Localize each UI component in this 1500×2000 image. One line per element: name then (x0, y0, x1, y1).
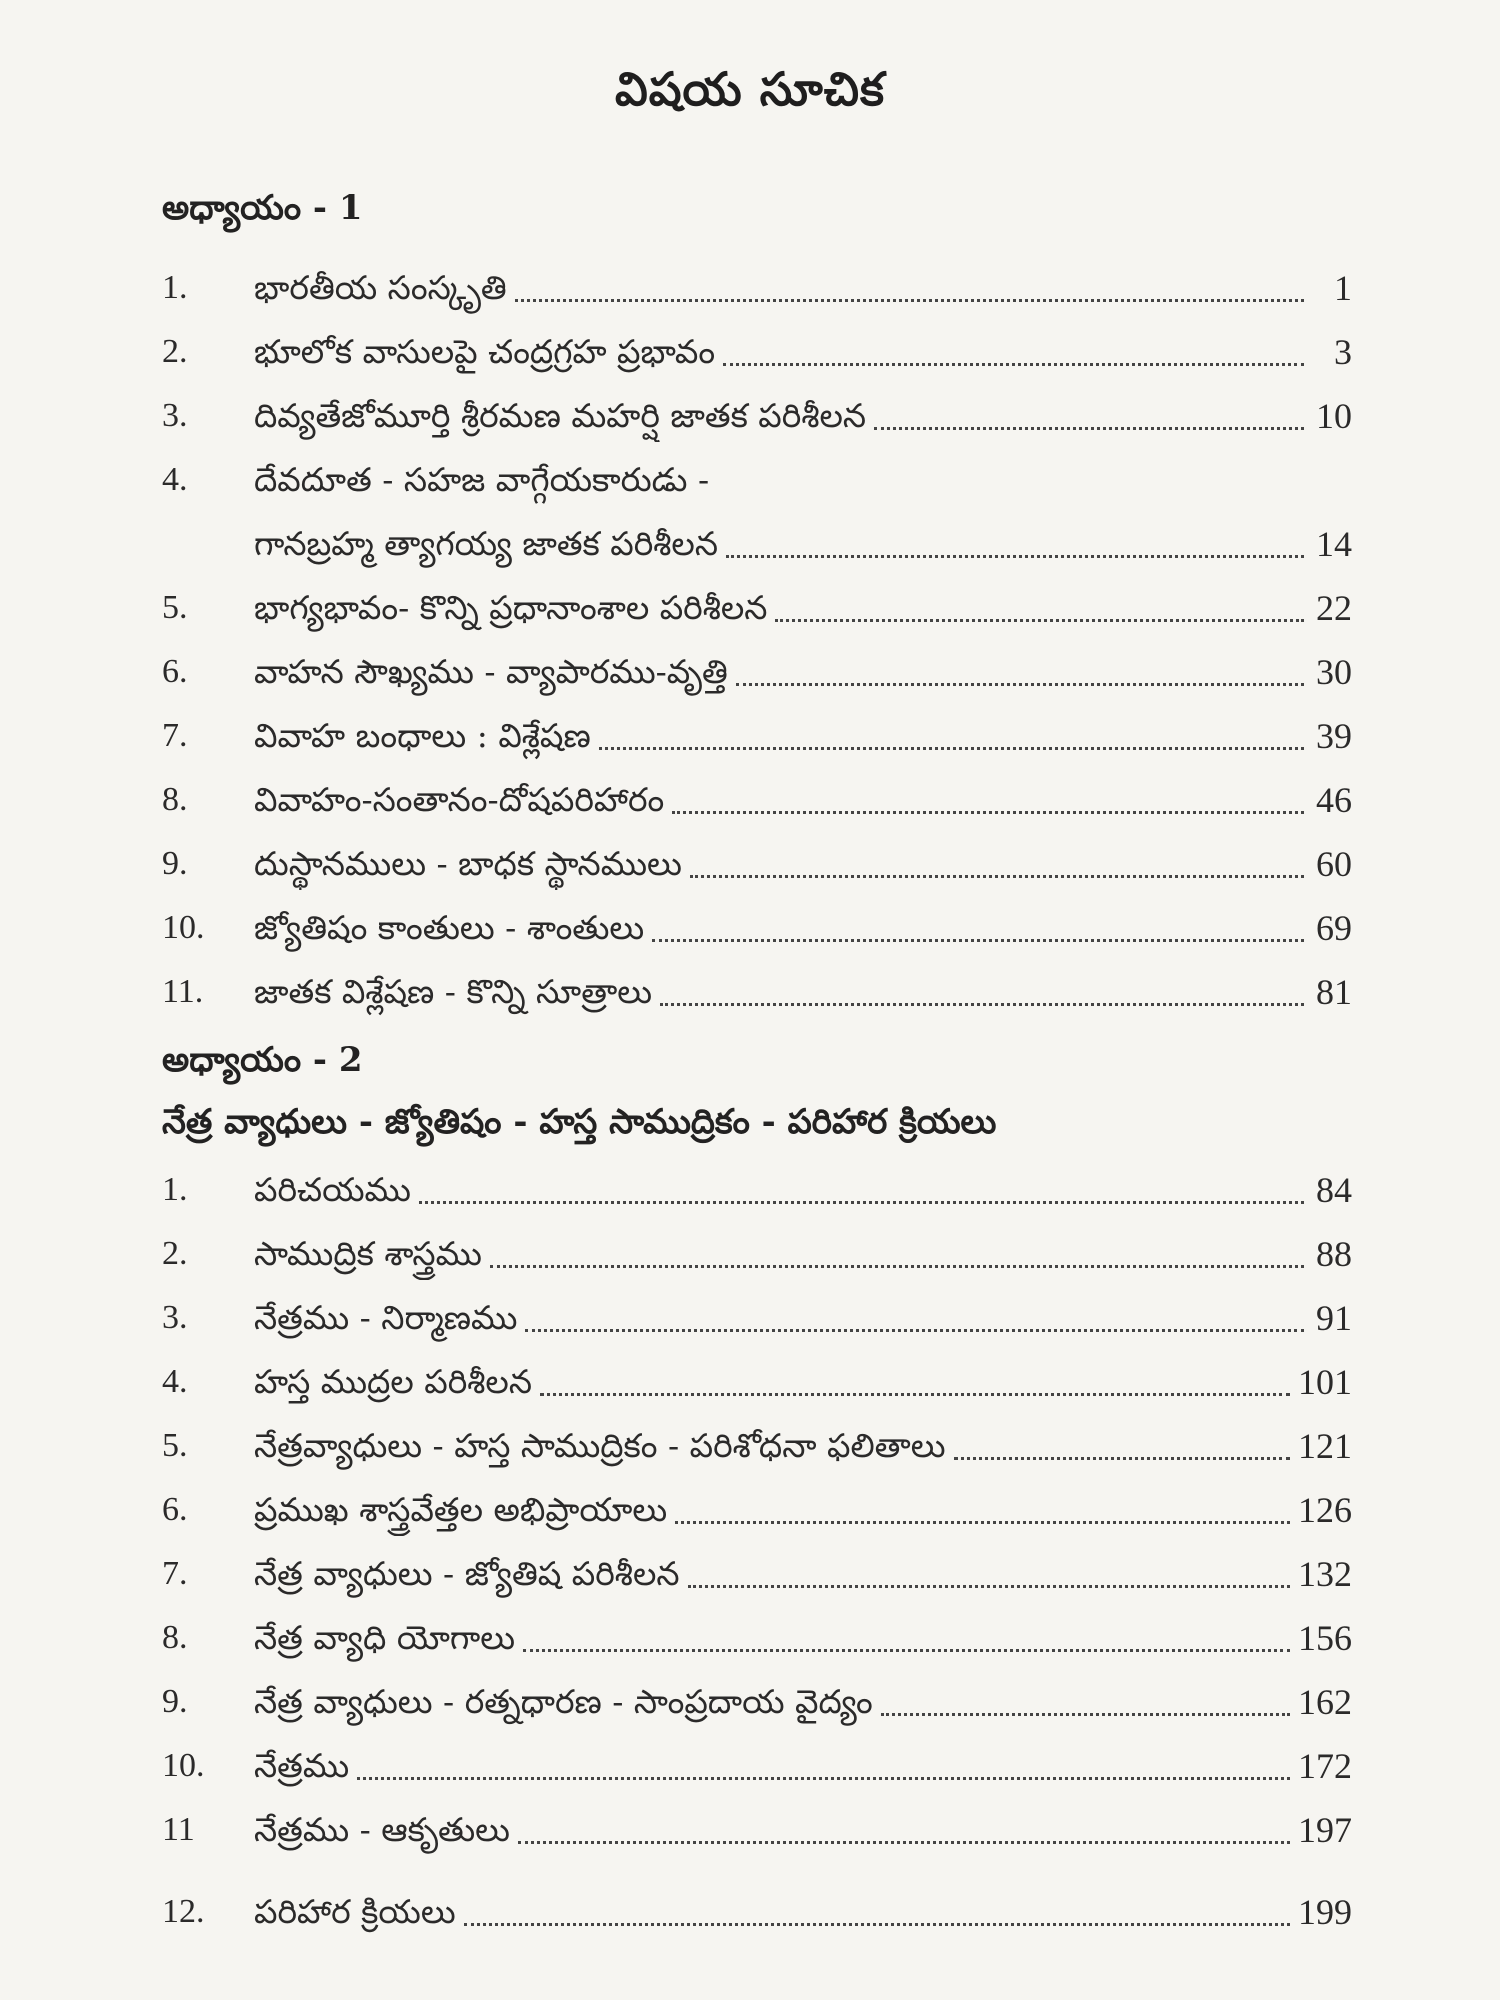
toc-entry (162, 1228, 1352, 1280)
entry-title: దుస్థానములు - బాధక స్థానములు (254, 844, 682, 883)
entry-title: జ్యోతిషం కాంతులు - శాంతులు (254, 908, 645, 947)
entry-title: పరిచయము (254, 1170, 411, 1209)
dot-leader (660, 1002, 1304, 1006)
entry-page-number: 156 (1298, 1618, 1352, 1658)
toc-entry (162, 1886, 1352, 1938)
entry-number: 11. (162, 973, 204, 1010)
entry-page-number: 101 (1298, 1362, 1352, 1402)
entry-page-number: 81 (1316, 972, 1352, 1012)
entry-number: 3. (162, 397, 188, 434)
entry-page-number: 46 (1316, 780, 1352, 820)
dot-leader (690, 874, 1304, 878)
toc-entry (162, 1356, 1352, 1408)
entry-page-number: 88 (1316, 1234, 1352, 1274)
entry-number: 1. (162, 269, 188, 306)
entry-number: 9. (162, 1683, 188, 1720)
page-title: విషయ సూచిక (615, 62, 885, 116)
dot-leader (599, 746, 1304, 750)
entry-page-number: 60 (1316, 844, 1352, 884)
entry-page-number: 91 (1316, 1298, 1352, 1338)
entry-title: నేత్ర వ్యాధులు - రత్నధారణ - సాంప్రదాయ వైద్యం (254, 1682, 873, 1721)
entry-title: నేత్రవ్యాధులు - హస్త సాముద్రికం - పరిశోధనా ఫలితాలు (254, 1426, 946, 1465)
entry-number: 1. (162, 1171, 188, 1208)
entry-page-number: 132 (1298, 1554, 1352, 1594)
dot-leader (675, 1520, 1290, 1524)
entry-number: 5. (162, 1427, 188, 1464)
entry-page-number: 30 (1316, 652, 1352, 692)
dot-leader (357, 1776, 1290, 1780)
entry-number: 2. (162, 333, 188, 370)
toc-entry (162, 838, 1352, 890)
dot-leader (464, 1922, 1290, 1926)
chapter-1-heading: అధ్యాయం - 1 (162, 188, 363, 228)
dot-leader (525, 1328, 1304, 1332)
entry-title: దివ్యతేజోమూర్తి శ్రీరమణ మహర్షి జాతక పరిశీలన (254, 396, 867, 435)
toc-entry (162, 1484, 1352, 1536)
dot-leader (775, 618, 1304, 622)
toc-entry (162, 518, 1352, 570)
dot-leader (881, 1712, 1290, 1716)
entry-title: పరిహార క్రియలు (254, 1892, 456, 1931)
toc-entry (162, 1164, 1352, 1216)
entry-title: హస్త ముద్రల పరిశీలన (254, 1362, 532, 1401)
toc-entry (162, 326, 1352, 378)
toc-entry (162, 966, 1352, 1018)
entry-title: నేత్రము (254, 1746, 350, 1785)
toc-entry (162, 774, 1352, 826)
toc-entry (162, 1612, 1352, 1664)
entry-number: 3. (162, 1299, 188, 1336)
entry-number: 7. (162, 717, 188, 754)
entry-title: జాతక విశ్లేషణ - కొన్ని సూత్రాలు (254, 972, 653, 1011)
entry-number: 6. (162, 653, 188, 690)
entry-page-number: 197 (1298, 1810, 1352, 1850)
entry-number: 4. (162, 461, 188, 498)
entry-title: నేత్రము - నిర్మాణము (254, 1298, 518, 1337)
toc-entry (162, 1740, 1352, 1792)
entry-page-number: 39 (1316, 716, 1352, 756)
entry-title: గానబ్రహ్మ త్యాగయ్య జాతక పరిశీలన (254, 524, 719, 563)
entry-title: నేత్ర వ్యాధులు - జ్యోతిష పరిశీలన (254, 1554, 680, 1593)
entry-page-number: 84 (1316, 1170, 1352, 1210)
toc-entry (162, 390, 1352, 442)
dot-leader (874, 426, 1304, 430)
entry-title: వివాహం-సంతానం-దోషపరిహారం (254, 780, 665, 819)
dot-leader (523, 1648, 1290, 1652)
entry-number: 8. (162, 781, 188, 818)
entry-page-number: 1 (1334, 268, 1352, 308)
chapter-2-subtitle: నేత్ర వ్యాధులు - జ్యోతిషం - హస్త సాముద్రికం - పరిహార క్రియలు (162, 1102, 997, 1142)
entry-page-number: 69 (1316, 908, 1352, 948)
toc-entry (162, 1292, 1352, 1344)
entry-page-number: 3 (1334, 332, 1352, 372)
toc-entry (162, 582, 1352, 634)
dot-leader (672, 810, 1304, 814)
entry-title: నేత్ర వ్యాధి యోగాలు (254, 1618, 516, 1657)
entry-page-number: 126 (1298, 1490, 1352, 1530)
entry-number: 11 (162, 1811, 195, 1848)
dot-leader (688, 1584, 1290, 1588)
entry-number: 9. (162, 845, 188, 882)
entry-title: వివాహ బంధాలు : విశ్లేషణ (254, 716, 591, 755)
dot-leader (490, 1264, 1304, 1268)
entry-page-number: 162 (1298, 1682, 1352, 1722)
entry-page-number: 121 (1298, 1426, 1352, 1466)
entry-number: 8. (162, 1619, 188, 1656)
dot-leader (419, 1200, 1304, 1204)
entry-page-number: 172 (1298, 1746, 1352, 1786)
entry-title: భాగ్యభావం- కొన్ని ప్రధానాంశాల పరిశీలన (254, 588, 768, 627)
entry-number: 10. (162, 909, 205, 946)
toc-entry (162, 454, 1352, 506)
toc-entry (162, 646, 1352, 698)
chapter-2-heading: అధ్యాయం - 2 (162, 1040, 363, 1080)
dot-leader (652, 938, 1304, 942)
toc-entry (162, 710, 1352, 762)
entry-title: దేవదూత - సహజ వాగ్గేయకారుడు - (254, 460, 710, 499)
entry-page-number: 22 (1316, 588, 1352, 628)
entry-title: భారతీయ సంస్కృతి (254, 268, 507, 307)
entry-number: 10. (162, 1747, 205, 1784)
toc-entry (162, 902, 1352, 954)
entry-number: 4. (162, 1363, 188, 1400)
entry-number: 5. (162, 589, 188, 626)
entry-number: 7. (162, 1555, 188, 1592)
entry-title: వాహన సౌఖ్యము - వ్యాపారము-వృత్తి (254, 652, 728, 691)
entry-title: భూలోక వాసులపై చంద్రగ్రహ ప్రభావం (254, 332, 716, 371)
entry-page-number: 199 (1298, 1892, 1352, 1932)
toc-entry (162, 1676, 1352, 1728)
entry-page-number: 10 (1316, 396, 1352, 436)
dot-leader (540, 1392, 1290, 1396)
toc-entry (162, 262, 1352, 314)
toc-entry (162, 1420, 1352, 1472)
toc-entry (162, 1804, 1352, 1856)
entry-number: 6. (162, 1491, 188, 1528)
toc-entry (162, 1548, 1352, 1600)
dot-leader (954, 1456, 1290, 1460)
entry-page-number: 14 (1316, 524, 1352, 564)
dot-leader (518, 1840, 1290, 1844)
entry-title: సాముద్రిక శాస్త్రము (254, 1234, 482, 1273)
dot-leader (736, 682, 1304, 686)
entry-number: 2. (162, 1235, 188, 1272)
entry-title: ప్రముఖ శాస్త్రవేత్తల అభిప్రాయాలు (254, 1490, 668, 1529)
entry-number: 12. (162, 1893, 205, 1930)
dot-leader (723, 362, 1304, 366)
dot-leader (515, 298, 1304, 302)
entry-title: నేత్రము - ఆకృతులు (254, 1810, 510, 1849)
dot-leader (726, 554, 1304, 558)
